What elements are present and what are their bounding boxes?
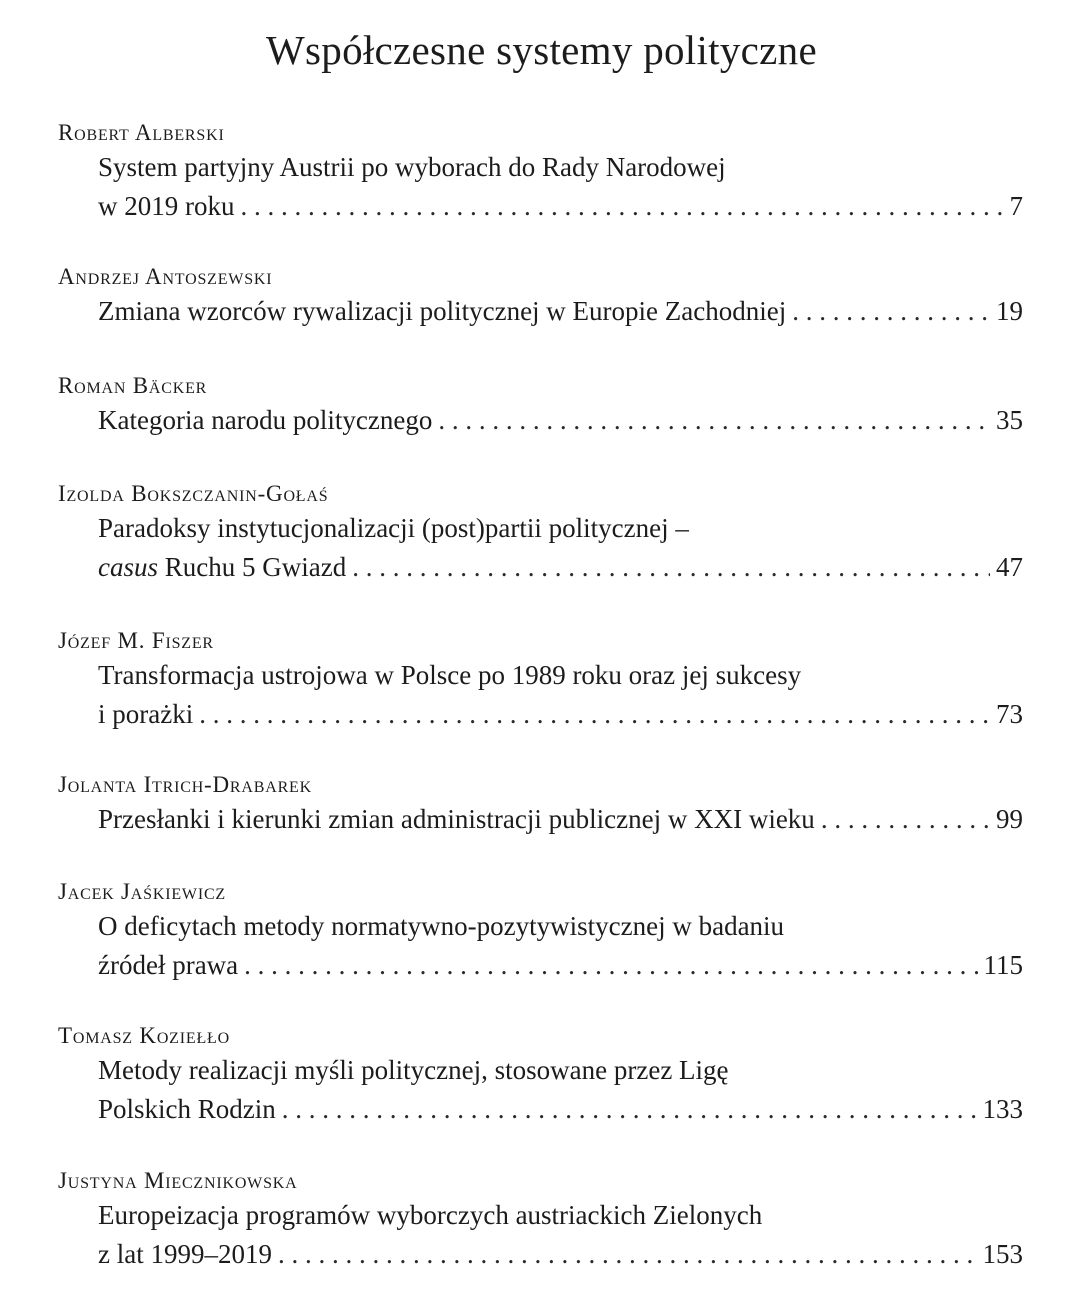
entry-title-last-line [98, 401, 1023, 440]
entry-title-line: O deficytach metody normatywno-pozytywistycznej w badaniu [98, 911, 785, 941]
toc-entry [58, 262, 1023, 331]
entry-page-number: 47 [996, 552, 1023, 582]
entry-title-last-line [98, 695, 1023, 734]
dot-leader [199, 695, 990, 734]
entry-author: Izolda Bokszczanin-Gołaś [58, 481, 329, 506]
entry-page-number: 35 [996, 405, 1023, 435]
toc-entry [58, 371, 1023, 440]
entry-page-number: 7 [1009, 191, 1023, 221]
entry-title-text: i porażki [98, 699, 194, 729]
toc-entry [58, 626, 1023, 734]
entry-title-italic: casus [98, 552, 158, 582]
dot-leader [821, 800, 990, 839]
entry-title-line: System partyjny Austrii po wyborach do Rady Narodowej [98, 152, 726, 182]
entry-author: Justyna Miecznikowska [58, 1168, 298, 1193]
toc-entry [58, 1021, 1023, 1129]
entry-title-last-line [98, 1235, 1023, 1274]
entry-title-line: Metody realizacji myśli politycznej, stosowane przez Ligę [98, 1055, 729, 1085]
entry-page-number: 19 [996, 296, 1023, 326]
toc-entry [58, 877, 1023, 985]
entry-author: Józef M. Fiszer [58, 628, 214, 653]
section-title: Współczesne systemy polityczne [266, 27, 817, 73]
dot-leader [282, 1090, 977, 1129]
entry-title-line: Paradoksy instytucjonalizacji (post)partii politycznej – [98, 513, 689, 543]
entry-author: Jacek Jaśkiewicz [58, 879, 226, 904]
entry-page-number: 99 [996, 804, 1023, 834]
entry-author: Andrzej Antoszewski [58, 264, 273, 289]
entry-page-number: 115 [983, 950, 1023, 980]
toc-entry [58, 479, 1023, 587]
entry-title-last-line [98, 187, 1023, 226]
toc-entry [58, 1166, 1023, 1274]
entry-title-text: Kategoria narodu politycznego [98, 405, 433, 435]
entry-title-line: Europeizacja programów wyborczych austriackich Zielonych [98, 1200, 763, 1230]
entry-title-last-line [98, 800, 1023, 839]
entry-author: Robert Alberski [58, 120, 225, 145]
dot-leader [792, 292, 990, 331]
entry-title-text: źródeł prawa [98, 950, 239, 980]
toc-entry [58, 118, 1023, 226]
entry-title-line: Transformacja ustrojowa w Polsce po 1989 roku oraz jej sukcesy [98, 660, 802, 690]
entry-title-text: Zmiana wzorców rywalizacji politycznej w Europie Zachodniej [98, 296, 787, 326]
entry-title-last-line [98, 946, 1023, 985]
entry-title-last-line [98, 548, 1023, 587]
toc-entry [58, 770, 1023, 839]
entry-title-last-line [98, 292, 1023, 331]
entry-title-text [98, 548, 346, 587]
entry-title-last-line [98, 1090, 1023, 1129]
entry-author: Jolanta Itrich-Drabarek [58, 772, 312, 797]
entry-title-text: Polskich Rodzin [98, 1094, 276, 1124]
entry-page-number: 153 [982, 1239, 1023, 1269]
entry-title-rest: Ruchu 5 Gwiazd [164, 552, 347, 582]
dot-leader [278, 1235, 977, 1274]
entry-page-number: 133 [982, 1094, 1023, 1124]
dot-leader [438, 401, 990, 440]
dot-leader [241, 187, 1004, 226]
entry-title-text: w 2019 roku [98, 191, 235, 221]
dot-leader [244, 946, 977, 985]
entry-author: Roman Bäcker [58, 373, 208, 398]
entry-page-number: 73 [996, 699, 1023, 729]
entry-title-text: Przesłanki i kierunki zmian administracji publicznej w XXI wieku [98, 804, 815, 834]
entry-title-text: z lat 1999–2019 [98, 1239, 272, 1269]
dot-leader [352, 548, 990, 587]
entry-author: Tomasz Koziełło [58, 1023, 230, 1048]
